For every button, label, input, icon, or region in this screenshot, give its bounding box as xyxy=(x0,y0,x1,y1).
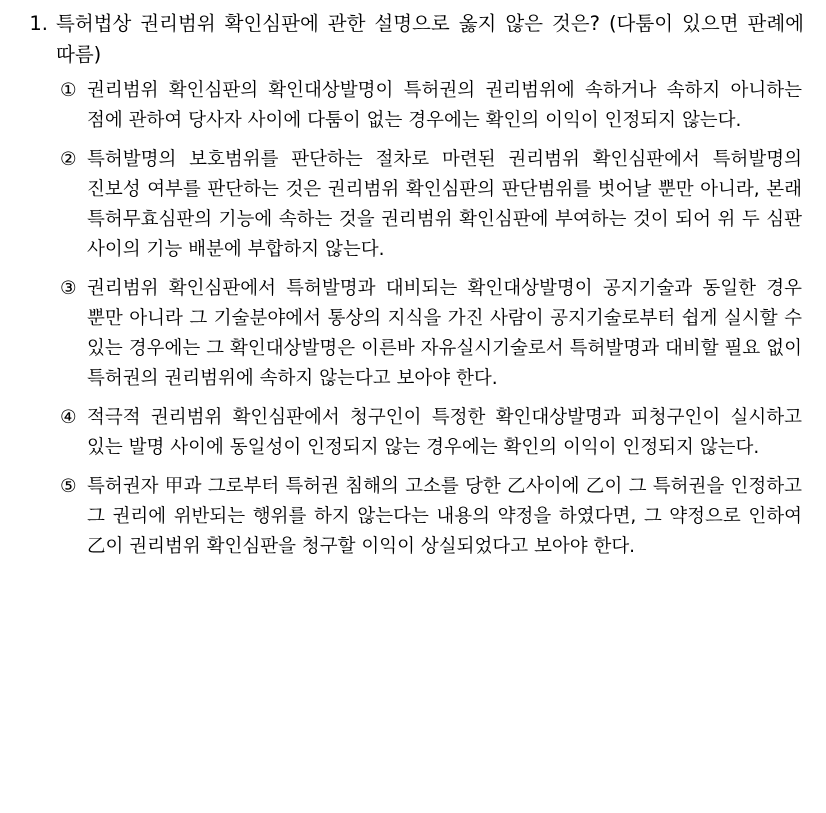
choice-marker: ④ xyxy=(60,407,77,428)
choice-marker: ⑤ xyxy=(60,476,77,497)
choice-2[interactable] xyxy=(18,145,804,265)
choice-5[interactable] xyxy=(18,472,804,562)
question-number: 1. xyxy=(29,12,48,35)
choice-marker: ② xyxy=(60,149,77,170)
choice-text: 특허발명의 보호범위를 판단하는 절차로 마련된 권리범위 확인심판에서 특허발명의 진보성 여부를 판단하는 것은 권리범위 확인심판의 판단범위를 벗어날 뿐만 아니라, 본래 특허무효심판의 기능에 속하는 것을 권리범위 확인심판에 부여하는 것이 되어 위 두 심판 사이의 기능 배분에 부합하지 않는다. xyxy=(87,149,802,260)
choice-text: 권리범위 확인심판에서 특허발명과 대비되는 확인대상발명이 공지기술과 동일한 경우 뿐만 아니라 그 기술분야에서 통상의 지식을 가진 사람이 공지기술로부터 쉽게 실시할 수 있는 경우에는 그 확인대상발명은 이른바 자유실시기술로서 특허발명과 대비할 필요 없이 특허권의 권리범위에 속하지 않는다고 보아야 한다. xyxy=(87,278,802,389)
choice-marker: ① xyxy=(60,80,77,101)
question-stem xyxy=(18,8,804,70)
choice-text: 특허권자 甲과 그로부터 특허권 침해의 고소를 당한 乙사이에 乙이 그 특허권을 인정하고 그 권리에 위반되는 행위를 하지 않는다는 내용의 약정을 하였다면, 그 약정으로 인하여 乙이 권리범위 확인심판을 청구할 이익이 상실되었다고 보아야 한다. xyxy=(87,476,802,557)
question-text: 특허법상 권리범위 확인심판에 관한 설명으로 옳지 않은 것은? (다툼이 있으면 판례에 따름) xyxy=(56,12,804,66)
choice-marker: ③ xyxy=(60,278,77,299)
choice-1[interactable] xyxy=(18,76,804,136)
choice-text: 적극적 권리범위 확인심판에서 청구인이 특정한 확인대상발명과 피청구인이 실시하고 있는 발명 사이에 동일성이 인정되지 않는 경우에는 확인의 이익이 인정되지 않는다. xyxy=(87,407,802,458)
choice-3[interactable] xyxy=(18,274,804,394)
choice-text: 권리범위 확인심판의 확인대상발명이 특허권의 권리범위에 속하거나 속하지 아니하는 점에 관하여 당사자 사이에 다툼이 없는 경우에는 확인의 이익이 인정되지 않는다. xyxy=(87,80,802,131)
choice-4[interactable] xyxy=(18,403,804,463)
answer-choices xyxy=(18,76,804,562)
